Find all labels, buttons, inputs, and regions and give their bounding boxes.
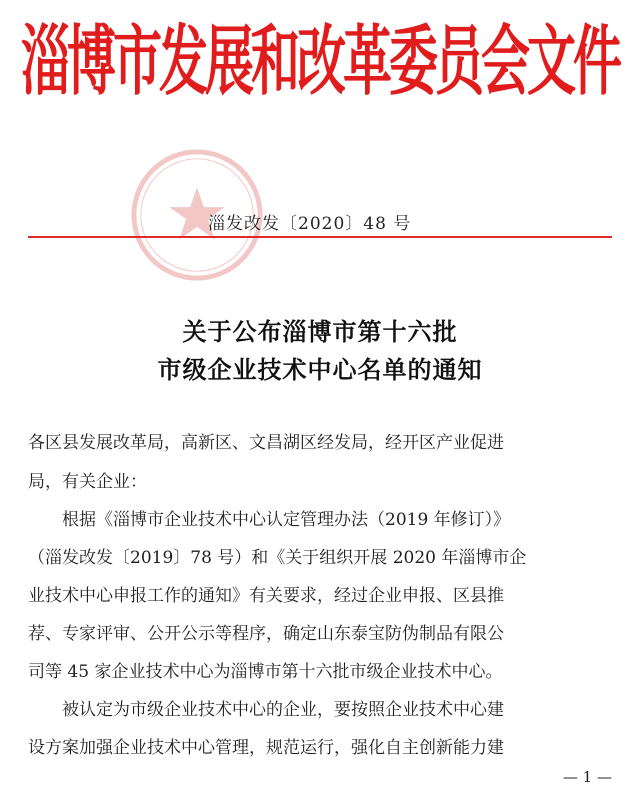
body-line: 各区县发展改革局，高新区、文昌湖区经发局，经开区产业促进 <box>28 433 504 453</box>
body-line: （淄发改发〔2019〕78 号）和《关于组织开展 2020 年淄博市企 <box>28 548 527 568</box>
body-line: 根据《淄博市企业技术中心认定管理办法（2019 年修订）》 <box>28 510 511 530</box>
document-number: 淄发改发〔2020〕48 号 <box>208 214 412 234</box>
body-line: 被认定为市级企业技术中心的企业，要按照企业技术中心建 <box>28 700 504 720</box>
page-number: — 1 — <box>562 768 612 786</box>
body-line: 荐、专家评审、公开公示等程序，确定山东泰宝防伪制品有限公 <box>28 624 504 644</box>
notice-title-line-1: 关于公布淄博市第十六批 <box>182 317 458 346</box>
document-header-title: 淄博市发展和改革委员会文件 <box>20 17 619 106</box>
notice-title-line-2: 市级企业技术中心名单的通知 <box>157 355 483 384</box>
body-line: 司等 45 家企业技术中心为淄博市第十六批市级企业技术中心。 <box>28 662 503 682</box>
body-line: 局，有关企业： <box>28 472 147 492</box>
body-line: 设方案加强企业技术中心管理，规范运行，强化自主创新能力建 <box>28 738 504 758</box>
red-divider-line <box>28 236 612 238</box>
body-line: 业技术中心申报工作的通知》有关要求，经过企业申报、区县推 <box>28 586 504 606</box>
